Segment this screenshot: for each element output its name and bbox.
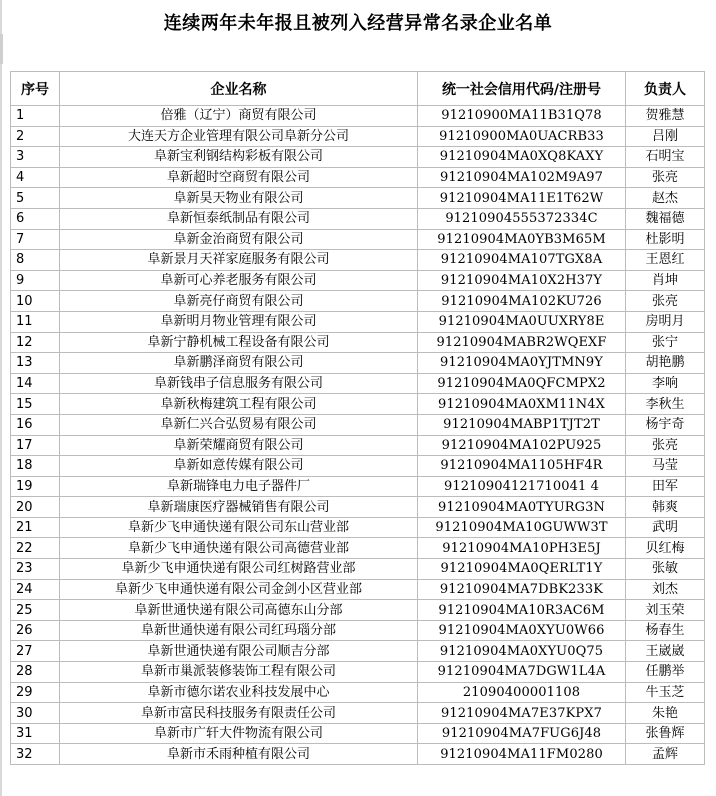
responsible-person-cell: 房明月 <box>626 311 705 332</box>
credit-code-cell: 21090400001108 <box>418 682 626 703</box>
company-name-cell: 阜新市巢派装修装饰工程有限公司 <box>60 662 418 683</box>
row-number-cell: 4 <box>11 167 60 188</box>
row-number-cell: 15 <box>11 394 60 415</box>
table-row <box>11 311 705 332</box>
table-body <box>11 106 705 765</box>
company-name-cell: 阜新市富民科技服务有限责任公司 <box>60 703 418 724</box>
responsible-person-cell: 张敏 <box>626 559 705 580</box>
responsible-person-cell: 马莹 <box>626 456 705 477</box>
table-row <box>11 188 705 209</box>
responsible-person-cell: 孟辉 <box>626 744 705 765</box>
table-header-row <box>11 72 705 106</box>
company-name-cell: 阜新宝利钢结构彩板有限公司 <box>60 147 418 168</box>
company-name-cell: 阜新恒泰纸制品有限公司 <box>60 208 418 229</box>
credit-code-cell: 91210904MA102PU925 <box>418 435 626 456</box>
company-name-cell: 阜新世通快递有限公司红玛瑙分部 <box>60 620 418 641</box>
company-name-cell: 阜新鹏泽商贸有限公司 <box>60 353 418 374</box>
responsible-person-cell: 杨宇奇 <box>626 414 705 435</box>
row-number-cell: 23 <box>11 559 60 580</box>
responsible-person-cell: 韩爽 <box>626 497 705 518</box>
window-left-edge <box>0 0 2 796</box>
table-row <box>11 497 705 518</box>
row-number-cell: 32 <box>11 744 60 765</box>
credit-code-cell: 91210904MA0XYU0Q75 <box>418 641 626 662</box>
credit-code-cell: 91210904MA11FM0280 <box>418 744 626 765</box>
table-row <box>11 744 705 765</box>
responsible-person-cell: 石明宝 <box>626 147 705 168</box>
company-name-cell: 阜新少飞申通快递有限公司东山营业部 <box>60 517 418 538</box>
responsible-person-cell: 魏福德 <box>626 208 705 229</box>
credit-code-cell: 91210900MA0UACRB33 <box>418 126 626 147</box>
credit-code-cell: 91210904555372334C <box>418 208 626 229</box>
credit-code-cell: 91210904MA10X2H37Y <box>418 270 626 291</box>
table-row <box>11 600 705 621</box>
table-row <box>11 476 705 497</box>
company-name-cell: 阜新世通快递有限公司顺吉分部 <box>60 641 418 662</box>
table-row <box>11 332 705 353</box>
responsible-person-cell: 杨春生 <box>626 620 705 641</box>
table-row <box>11 147 705 168</box>
table-row <box>11 620 705 641</box>
row-number-cell: 18 <box>11 456 60 477</box>
company-name-cell: 阜新宁静机械工程设备有限公司 <box>60 332 418 353</box>
responsible-person-cell: 刘杰 <box>626 579 705 600</box>
header-name: 企业名称 <box>60 72 418 106</box>
company-name-cell: 阜新市禾雨种植有限公司 <box>60 744 418 765</box>
credit-code-cell: 91210904MA107TGX8A <box>418 250 626 271</box>
row-number-cell: 28 <box>11 662 60 683</box>
responsible-person-cell: 朱艳 <box>626 703 705 724</box>
table-row <box>11 579 705 600</box>
table-row <box>11 703 705 724</box>
responsible-person-cell: 张鲁辉 <box>626 723 705 744</box>
responsible-person-cell: 王崴崴 <box>626 641 705 662</box>
company-name-cell: 阜新世通快递有限公司高德东山分部 <box>60 600 418 621</box>
table-row <box>11 435 705 456</box>
responsible-person-cell: 吕刚 <box>626 126 705 147</box>
company-name-cell: 阜新仁兴合弘贸易有限公司 <box>60 414 418 435</box>
responsible-person-cell: 武明 <box>626 517 705 538</box>
row-number-cell: 5 <box>11 188 60 209</box>
responsible-person-cell: 张宁 <box>626 332 705 353</box>
header-no: 序号 <box>11 72 60 106</box>
row-number-cell: 13 <box>11 353 60 374</box>
row-number-cell: 20 <box>11 497 60 518</box>
credit-code-cell: 91210904MA10PH3E5J <box>418 538 626 559</box>
credit-code-cell: 91210904MA10R3AC6M <box>418 600 626 621</box>
credit-code-cell: 91210904MA7FUG6J48 <box>418 723 626 744</box>
responsible-person-cell: 张亮 <box>626 435 705 456</box>
company-name-cell: 阜新少飞申通快递有限公司红树路营业部 <box>60 559 418 580</box>
credit-code-cell: 91210904MA0QERLT1Y <box>418 559 626 580</box>
credit-code-cell: 91210904MA0XQ8KAXY <box>418 147 626 168</box>
row-number-cell: 8 <box>11 250 60 271</box>
responsible-person-cell: 刘玉荣 <box>626 600 705 621</box>
credit-code-cell: 91210904MA7DGW1L4A <box>418 662 626 683</box>
table-row <box>11 456 705 477</box>
table-row <box>11 682 705 703</box>
row-number-cell: 2 <box>11 126 60 147</box>
row-number-cell: 9 <box>11 270 60 291</box>
company-name-cell: 阜新少飞申通快递有限公司高德营业部 <box>60 538 418 559</box>
responsible-person-cell: 李响 <box>626 373 705 394</box>
responsible-person-cell: 贺雅慧 <box>626 106 705 127</box>
company-name-cell: 阜新景月天祥家庭服务有限公司 <box>60 250 418 271</box>
row-number-cell: 29 <box>11 682 60 703</box>
table-row <box>11 559 705 580</box>
table-row <box>11 106 705 127</box>
row-number-cell: 3 <box>11 147 60 168</box>
company-name-cell: 倍雅（辽宁）商贸有限公司 <box>60 106 418 127</box>
credit-code-cell: 91210904MA0YJTMN9Y <box>418 353 626 374</box>
window-side-tab <box>0 34 3 64</box>
table-row <box>11 250 705 271</box>
table-row <box>11 353 705 374</box>
responsible-person-cell: 牛玉芝 <box>626 682 705 703</box>
row-number-cell: 30 <box>11 703 60 724</box>
row-number-cell: 11 <box>11 311 60 332</box>
company-name-cell: 阜新市广轩大件物流有限公司 <box>60 723 418 744</box>
credit-code-cell: 91210904MA7E37KPX7 <box>418 703 626 724</box>
table-row <box>11 229 705 250</box>
row-number-cell: 16 <box>11 414 60 435</box>
responsible-person-cell: 李秋生 <box>626 394 705 415</box>
company-name-cell: 阜新瑞锋电力电子器件厂 <box>60 476 418 497</box>
responsible-person-cell: 贝红梅 <box>626 538 705 559</box>
row-number-cell: 24 <box>11 579 60 600</box>
table-row <box>11 517 705 538</box>
credit-code-cell: 91210904MA0XM11N4X <box>418 394 626 415</box>
row-number-cell: 27 <box>11 641 60 662</box>
table-row <box>11 723 705 744</box>
company-name-cell: 阜新市德尔诺农业科技发展中心 <box>60 682 418 703</box>
credit-code-cell: 91210904MA0YB3M65M <box>418 229 626 250</box>
company-name-cell: 阜新昊天物业有限公司 <box>60 188 418 209</box>
company-name-cell: 大连天方企业管理有限公司阜新分公司 <box>60 126 418 147</box>
table-row <box>11 641 705 662</box>
company-name-cell: 阜新明月物业管理有限公司 <box>60 311 418 332</box>
credit-code-cell: 91210904MA0QFCMPX2 <box>418 373 626 394</box>
table-row <box>11 414 705 435</box>
responsible-person-cell: 田军 <box>626 476 705 497</box>
table-row <box>11 291 705 312</box>
enterprise-table <box>10 71 705 765</box>
company-name-cell: 阜新超时空商贸有限公司 <box>60 167 418 188</box>
row-number-cell: 6 <box>11 208 60 229</box>
company-name-cell: 阜新金治商贸有限公司 <box>60 229 418 250</box>
row-number-cell: 1 <box>11 106 60 127</box>
responsible-person-cell: 张亮 <box>626 167 705 188</box>
company-name-cell: 阜新如意传媒有限公司 <box>60 456 418 477</box>
row-number-cell: 31 <box>11 723 60 744</box>
row-number-cell: 10 <box>11 291 60 312</box>
credit-code-cell: 91210904MABP1TJT2T <box>418 414 626 435</box>
table-row <box>11 208 705 229</box>
credit-code-cell: 91210904MA7DBK233K <box>418 579 626 600</box>
table-row <box>11 167 705 188</box>
header-code: 统一社会信用代码/注册号 <box>418 72 626 106</box>
responsible-person-cell: 张亮 <box>626 291 705 312</box>
table-row <box>11 270 705 291</box>
responsible-person-cell: 王恩红 <box>626 250 705 271</box>
credit-code-cell: 91210904MA1105HF4R <box>418 456 626 477</box>
company-name-cell: 阜新荣耀商贸有限公司 <box>60 435 418 456</box>
row-number-cell: 21 <box>11 517 60 538</box>
row-number-cell: 25 <box>11 600 60 621</box>
row-number-cell: 22 <box>11 538 60 559</box>
table-row <box>11 373 705 394</box>
credit-code-cell: 91210904MA102KU726 <box>418 291 626 312</box>
responsible-person-cell: 杜影明 <box>626 229 705 250</box>
company-name-cell: 阜新瑞康医疗器械销售有限公司 <box>60 497 418 518</box>
credit-code-cell: 91210904121710041 4 <box>418 476 626 497</box>
credit-code-cell: 91210904MA11E1T62W <box>418 188 626 209</box>
responsible-person-cell: 胡艳鹏 <box>626 353 705 374</box>
responsible-person-cell: 赵杰 <box>626 188 705 209</box>
row-number-cell: 7 <box>11 229 60 250</box>
responsible-person-cell: 肖坤 <box>626 270 705 291</box>
document-title: 连续两年未年报且被列入经营异常名录企业名单 <box>163 13 553 34</box>
credit-code-cell: 91210904MA0TYURG3N <box>418 497 626 518</box>
header-person: 负责人 <box>626 72 705 106</box>
company-name-cell: 阜新钱串子信息服务有限公司 <box>60 373 418 394</box>
table-row <box>11 538 705 559</box>
row-number-cell: 14 <box>11 373 60 394</box>
credit-code-cell: 91210904MA10GUWW3T <box>418 517 626 538</box>
company-name-cell: 阜新可心养老服务有限公司 <box>60 270 418 291</box>
company-name-cell: 阜新少飞申通快递有限公司金剑小区营业部 <box>60 579 418 600</box>
table-row <box>11 394 705 415</box>
credit-code-cell: 91210904MABR2WQEXF <box>418 332 626 353</box>
table-row <box>11 662 705 683</box>
row-number-cell: 17 <box>11 435 60 456</box>
row-number-cell: 12 <box>11 332 60 353</box>
table-row <box>11 126 705 147</box>
credit-code-cell: 91210904MA0XYU0W66 <box>418 620 626 641</box>
company-name-cell: 阜新亮仔商贸有限公司 <box>60 291 418 312</box>
credit-code-cell: 91210900MA11B31Q78 <box>418 106 626 127</box>
credit-code-cell: 91210904MA102M9A97 <box>418 167 626 188</box>
company-name-cell: 阜新秋梅建筑工程有限公司 <box>60 394 418 415</box>
responsible-person-cell: 任鹏举 <box>626 662 705 683</box>
row-number-cell: 26 <box>11 620 60 641</box>
credit-code-cell: 91210904MA0UUXRY8E <box>418 311 626 332</box>
row-number-cell: 19 <box>11 476 60 497</box>
